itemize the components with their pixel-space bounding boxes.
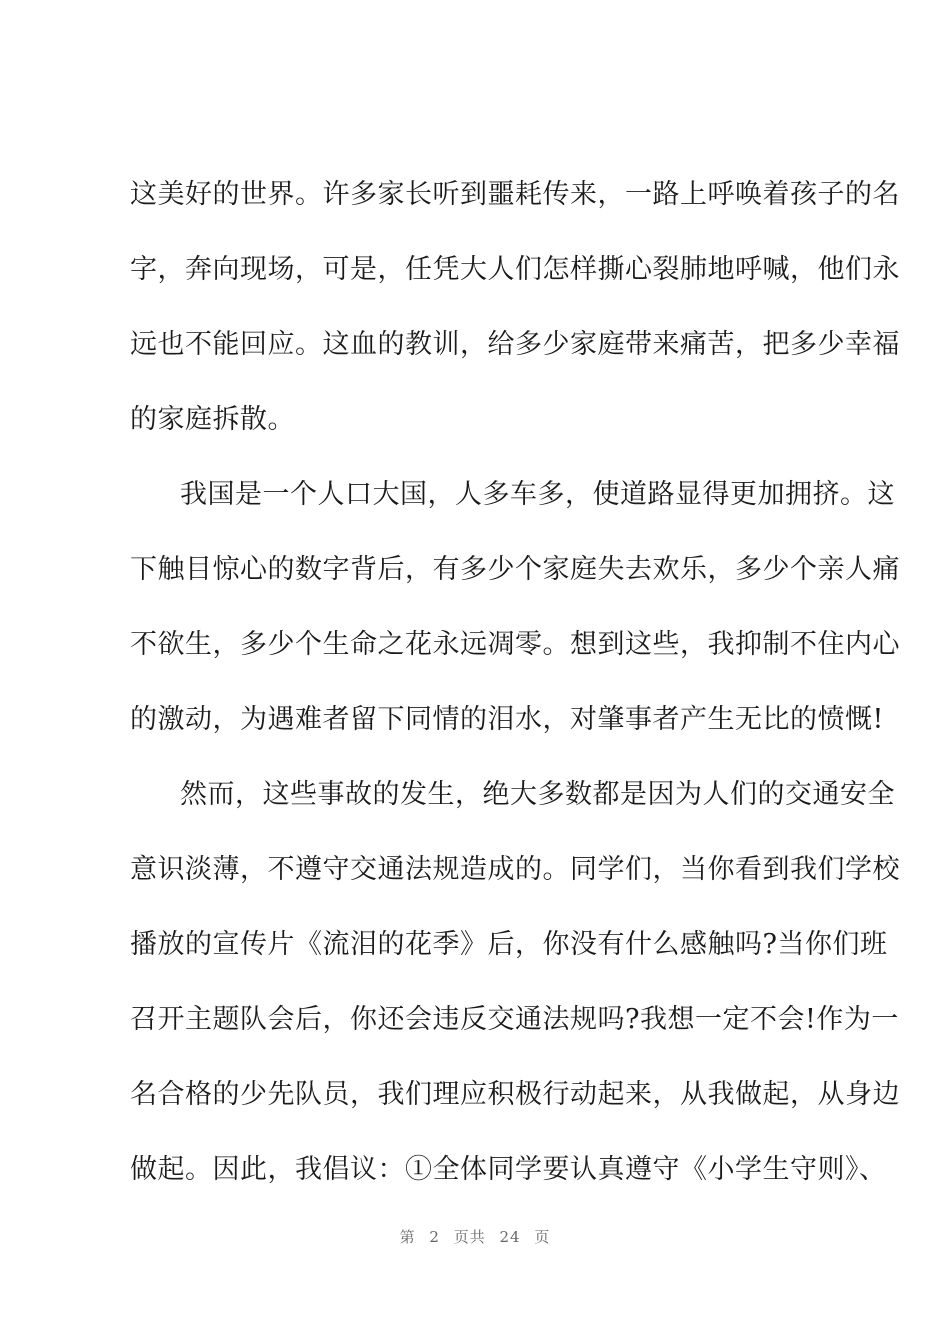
text-line: 召开主题队会后，你还会违反交通法规吗?我想一定不会!作为一 <box>130 1004 899 1035</box>
text-line: 的激动，为遇难者留下同情的泪水，对肇事者产生无比的愤慨! <box>130 704 884 735</box>
text-line: 然而，这些事故的发生，绝大多数都是因为人们的交通安全 <box>180 779 895 810</box>
text-line: 下触目惊心的数字背后，有多少个家庭失去欢乐，多少个亲人痛 <box>130 554 900 585</box>
text-line: 意识淡薄，不遵守交通法规造成的。同学们，当你看到我们学校 <box>130 854 900 885</box>
text-line: 做起。因此，我倡议：①全体同学要认真遵守《小学生守则》、 <box>130 1154 887 1185</box>
text-line: 不欲生，多少个生命之花永远凋零。想到这些，我抑制不住内心 <box>130 629 900 660</box>
text-line: 名合格的少先队员，我们理应积极行动起来，从我做起，从身边 <box>130 1079 900 1110</box>
text-line: 我国是一个人口大国，人多车多，使道路显得更加拥挤。这 <box>180 479 895 510</box>
text-line: 播放的宣传片《流泪的花季》后，你没有什么感触吗?当你们班 <box>130 929 888 960</box>
paragraph <box>130 157 900 457</box>
paragraph <box>130 757 900 1207</box>
text-line: 字，奔向现场，可是，任凭大人们怎样撕心裂肺地呼喊，他们永 <box>130 254 900 285</box>
paragraph <box>130 457 900 757</box>
text-line: 远也不能回应。这血的教训，给多少家庭带来痛苦，把多少幸福 <box>130 329 900 360</box>
text-line: 这美好的世界。许多家长听到噩耗传来，一路上呼唤着孩子的名 <box>130 179 900 210</box>
document-body <box>130 157 900 1207</box>
page-footer <box>0 1226 950 1247</box>
text-line: 的家庭拆散。 <box>130 404 295 435</box>
page-number-label: 第 2 页共 24 页 <box>399 1228 551 1246</box>
